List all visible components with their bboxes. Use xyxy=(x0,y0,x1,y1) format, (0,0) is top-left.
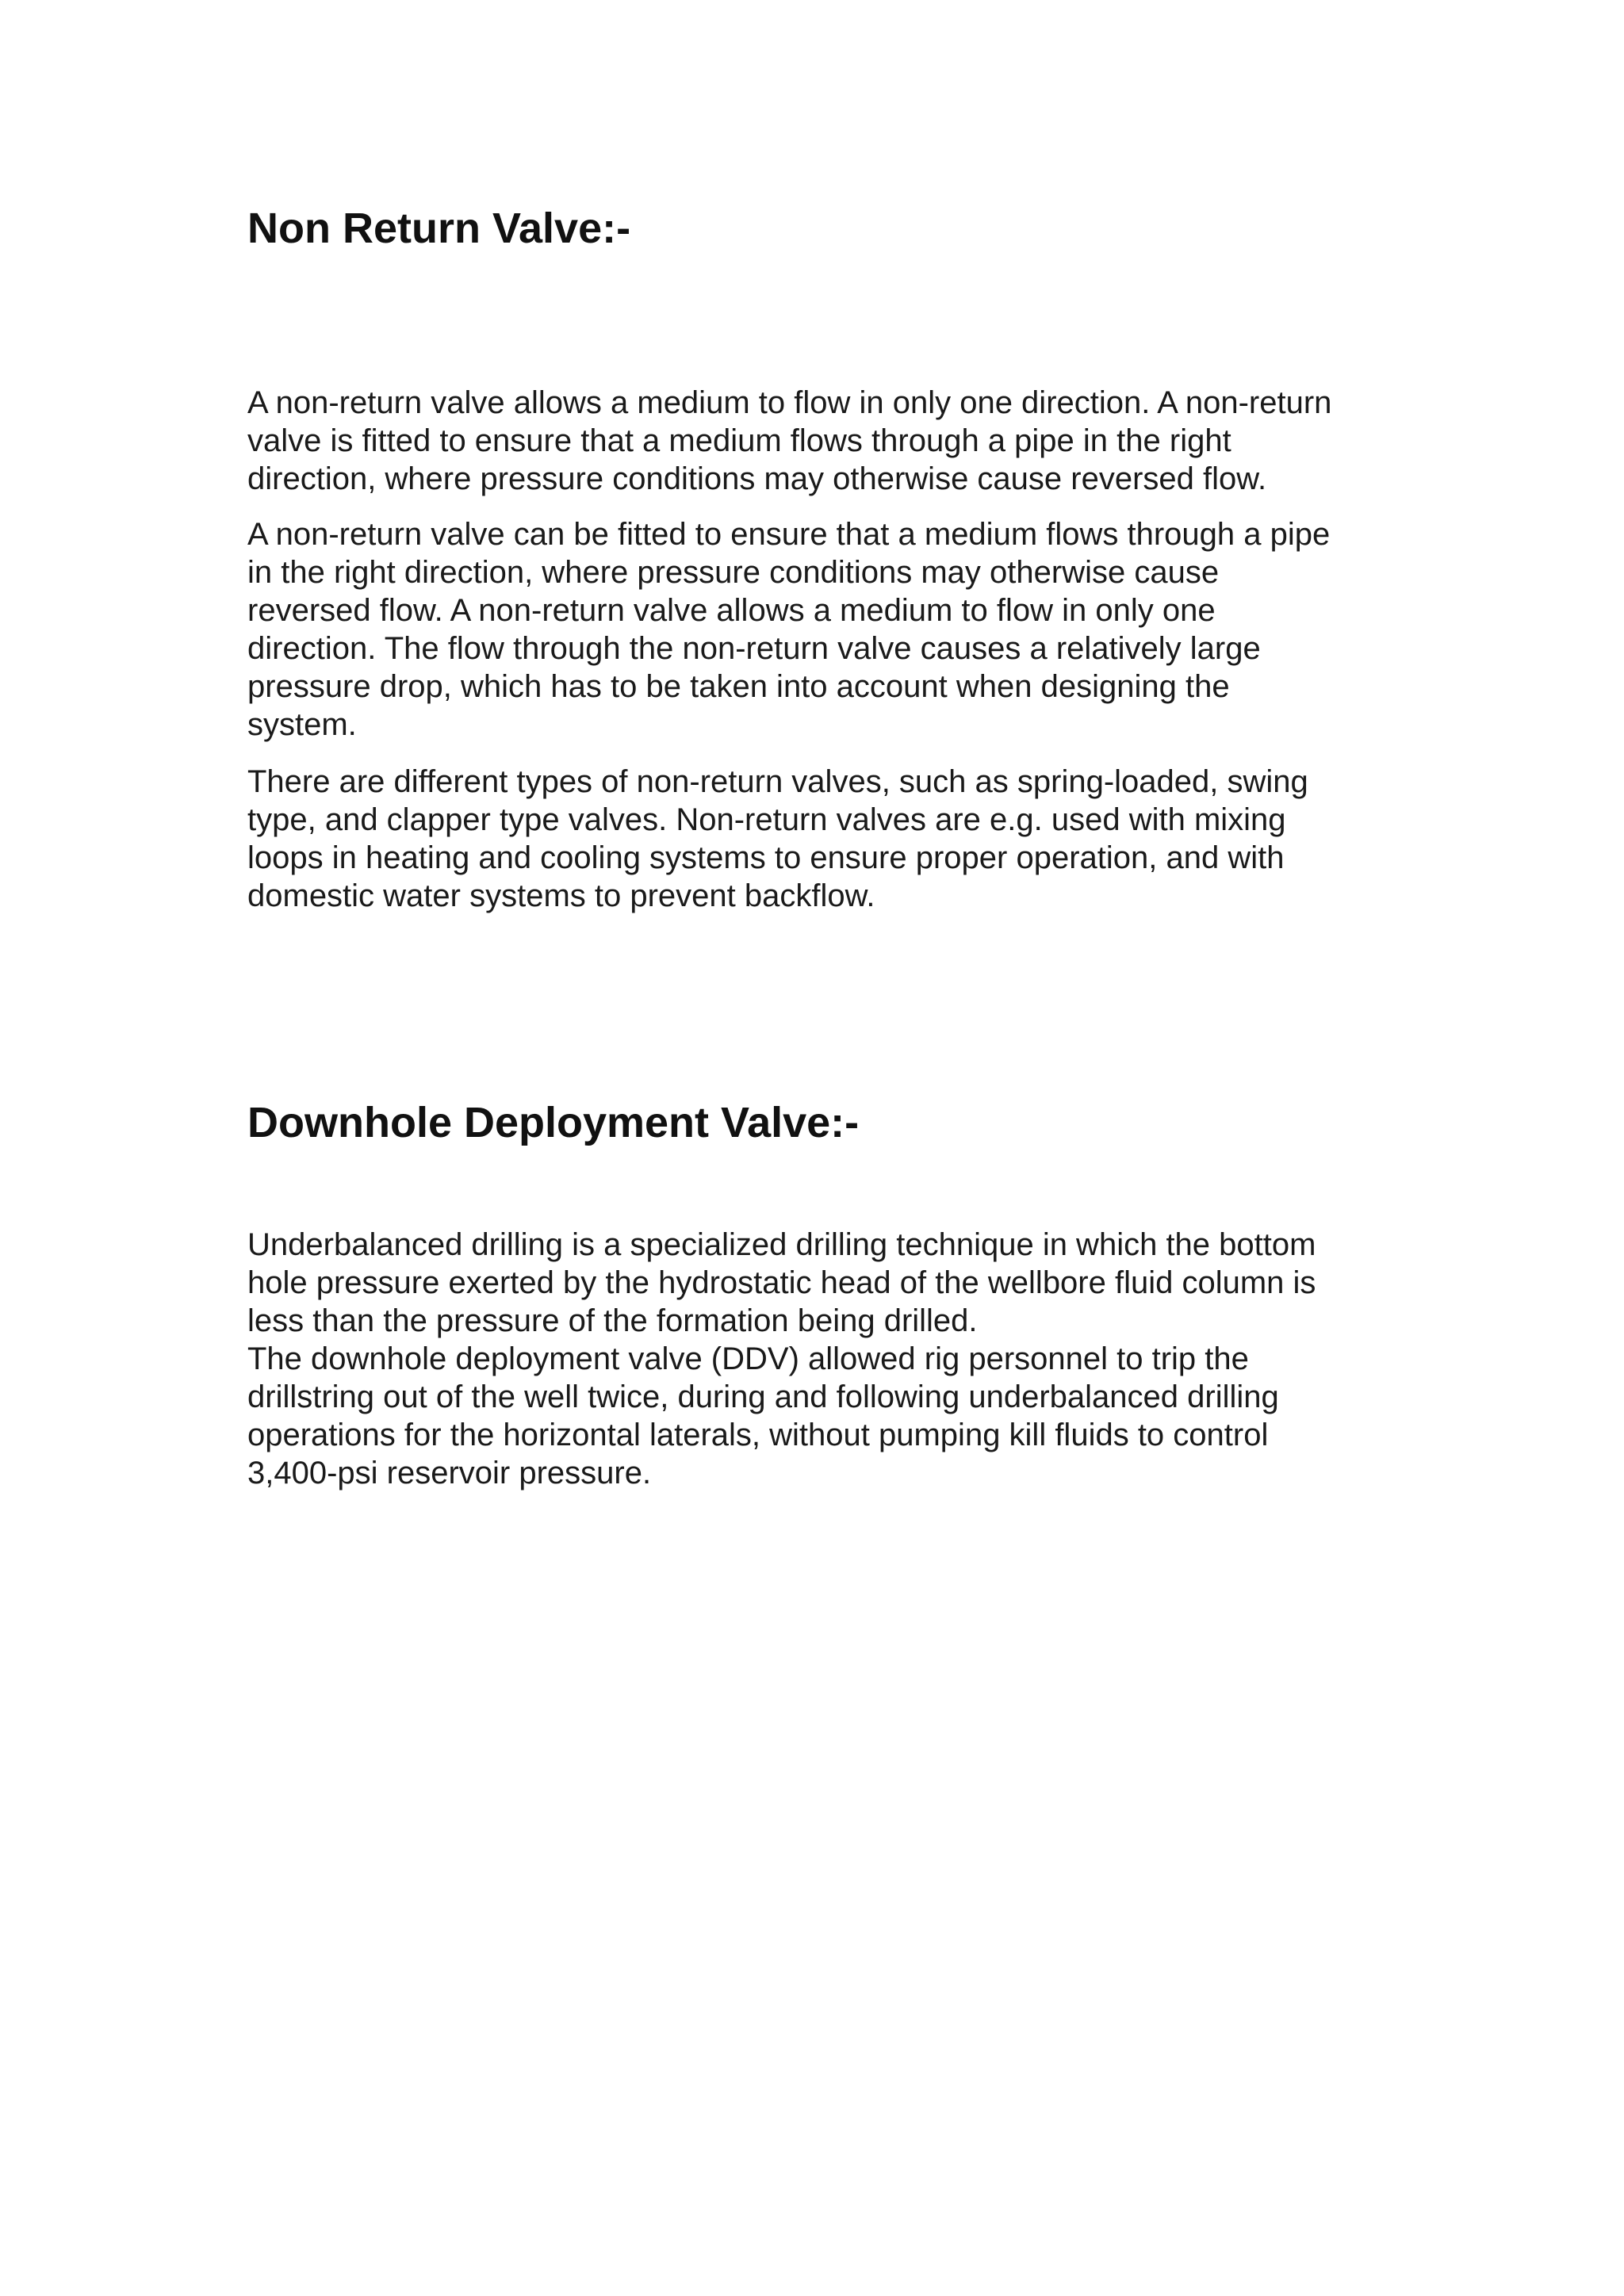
paragraph-downhole-deployment xyxy=(247,1226,1405,1492)
paragraph-non-return-types xyxy=(247,763,1405,915)
text-line: direction, where pressure conditions may otherwise cause reversed flow. xyxy=(247,461,1267,496)
text-line: There are different types of non-return valves, such as spring-loaded, swing xyxy=(247,764,1308,799)
text-line: domestic water systems to prevent backflow. xyxy=(247,878,875,913)
text-line: system. xyxy=(247,707,357,742)
text-line: Underbalanced drilling is a specialized drilling technique in which the bottom xyxy=(247,1227,1316,1262)
text-line: type, and clapper type valves. Non-return valves are e.g. used with mixing xyxy=(247,802,1286,837)
paragraph-non-return-intro xyxy=(247,384,1405,498)
text-line: valve is fitted to ensure that a medium flows through a pipe in the right xyxy=(247,423,1231,458)
text-line: loops in heating and cooling systems to ensure proper operation, and with xyxy=(247,840,1285,875)
text-line: hole pressure exerted by the hydrostatic head of the wellbore fluid column is xyxy=(247,1265,1316,1300)
text-line: pressure drop, which has to be taken into account when designing the xyxy=(247,669,1230,704)
text-line: 3,400-psi reservoir pressure. xyxy=(247,1456,652,1490)
text-line: A non-return valve allows a medium to flow in only one direction. A non-return xyxy=(247,385,1332,420)
text-line: A non-return valve can be fitted to ensure that a medium flows through a pipe xyxy=(247,517,1331,552)
text-line: operations for the horizontal laterals, without pumping kill fluids to control xyxy=(247,1418,1269,1452)
paragraph-non-return-detail xyxy=(247,515,1405,744)
text-line: less than the pressure of the formation being drilled. xyxy=(247,1303,978,1338)
section-heading-downhole-deployment-valve: Downhole Deployment Valve:- xyxy=(247,1099,860,1146)
text-line: direction. The flow through the non-return valve causes a relatively large xyxy=(247,631,1261,666)
text-line: The downhole deployment valve (DDV) allowed rig personnel to trip the xyxy=(247,1341,1249,1376)
text-line: drillstring out of the well twice, during and following underbalanced drilling xyxy=(247,1380,1279,1414)
section-heading-non-return-valve: Non Return Valve:- xyxy=(247,205,631,252)
text-line: reversed flow. A non-return valve allows a medium to flow in only one xyxy=(247,593,1216,628)
text-line: in the right direction, where pressure conditions may otherwise cause xyxy=(247,555,1220,590)
